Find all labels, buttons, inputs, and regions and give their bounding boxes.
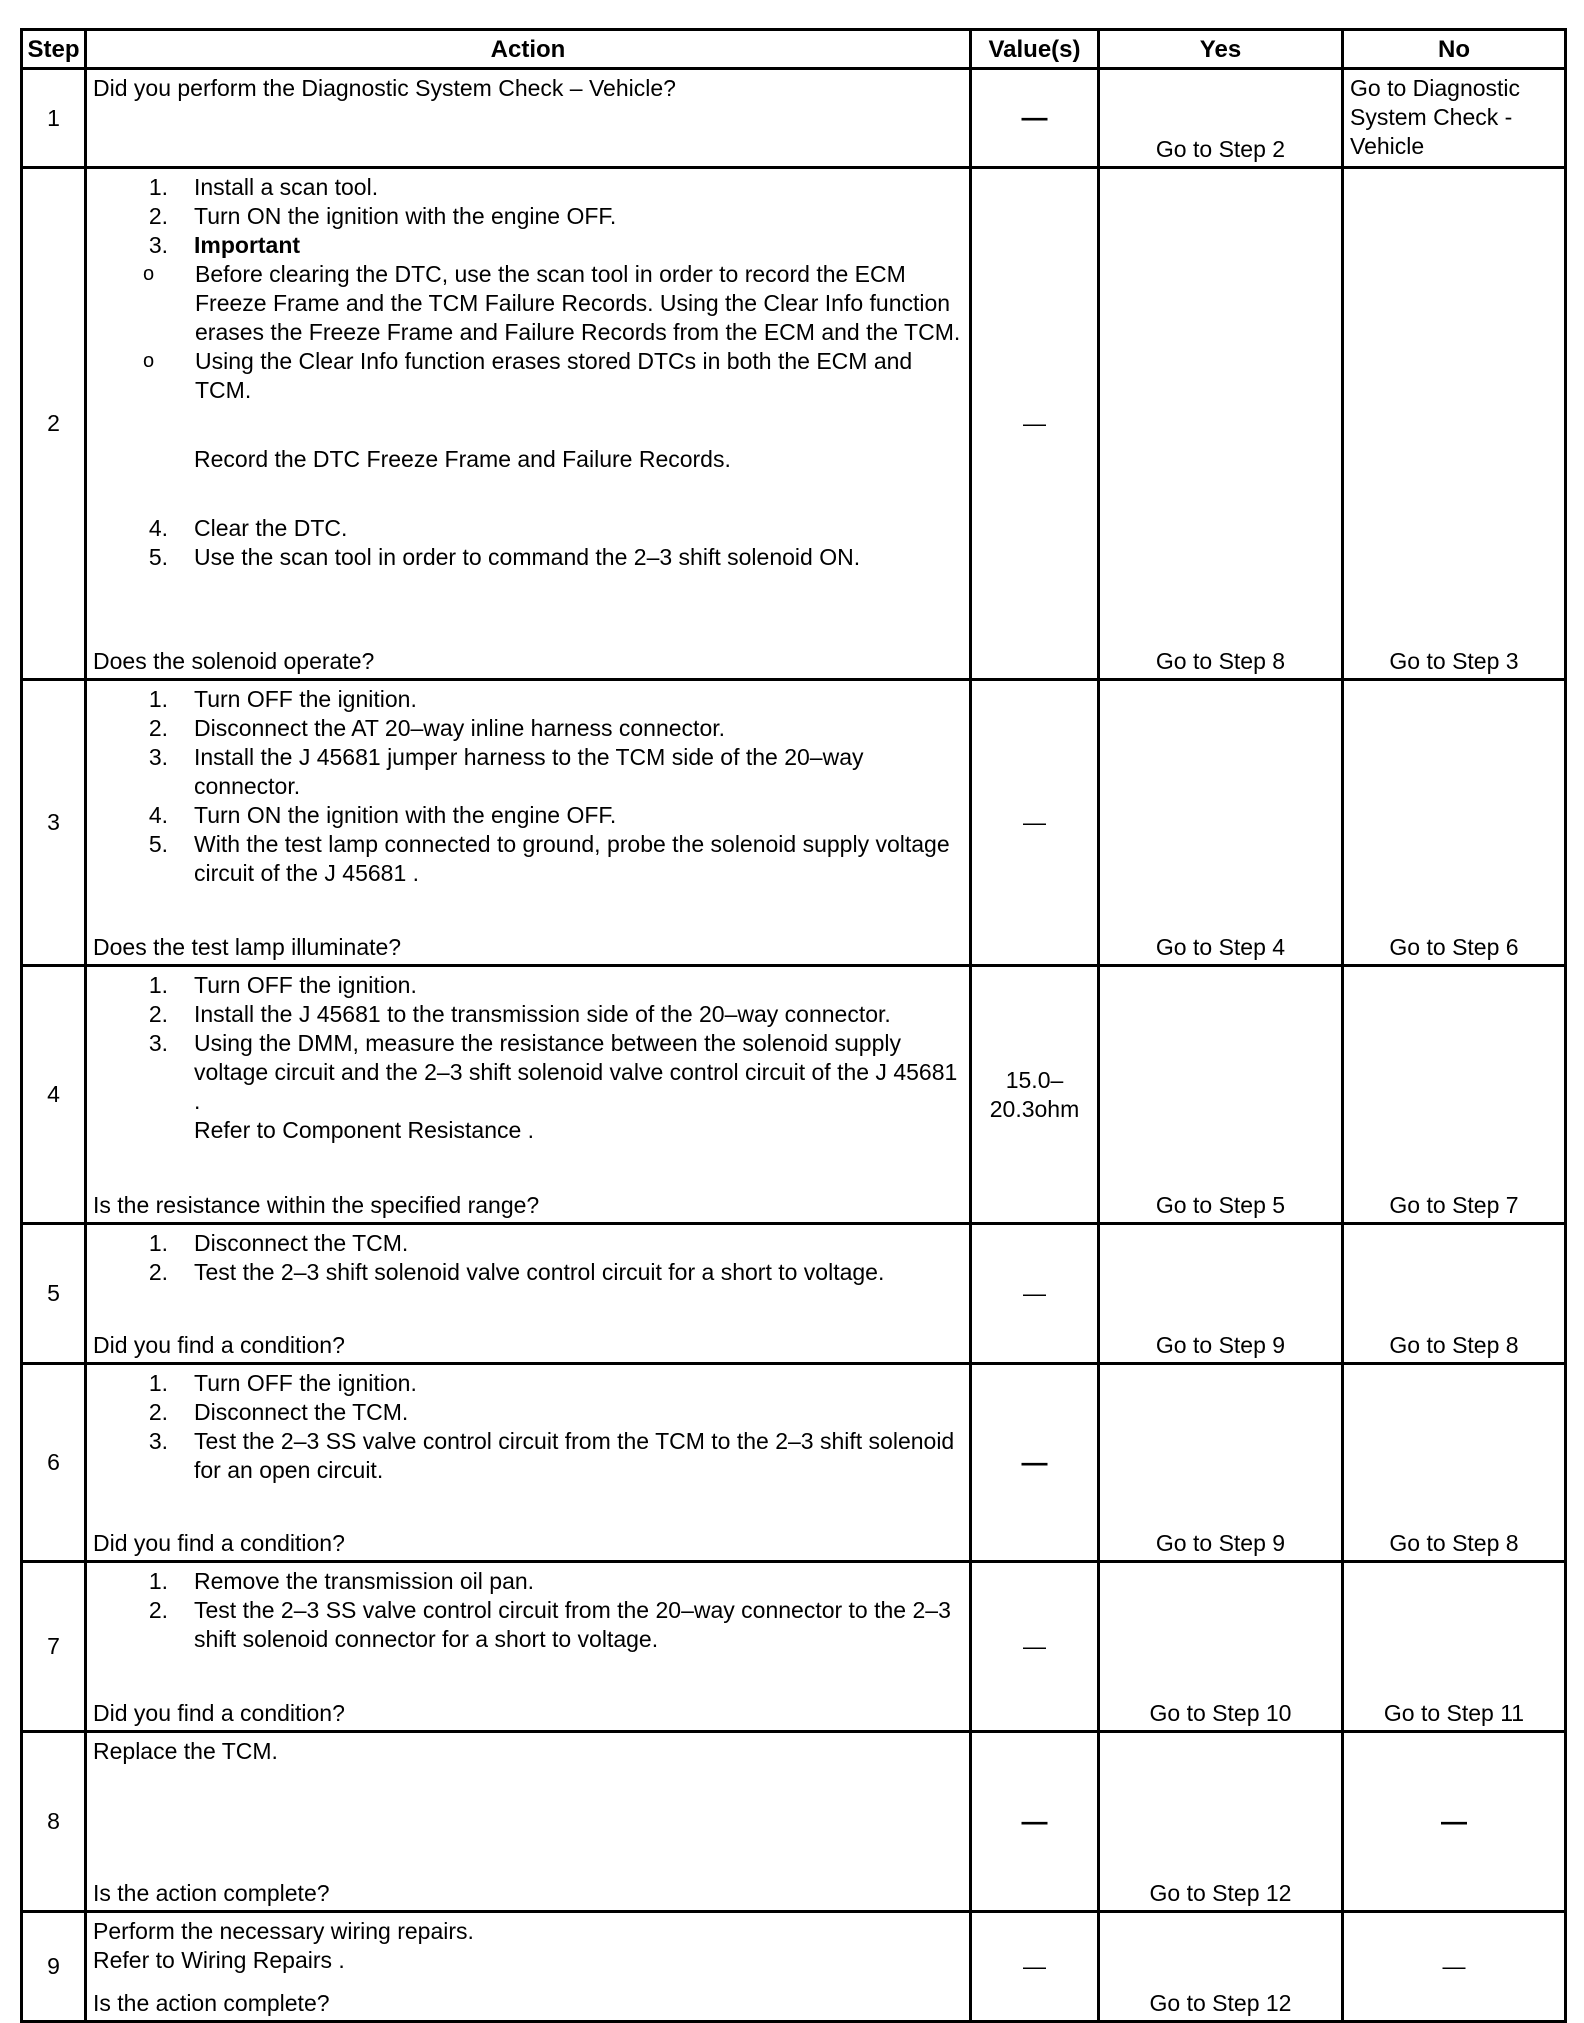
value-cell — [971, 1732, 1099, 1912]
action-list — [93, 1369, 963, 1485]
no-link[interactable]: Go to Step 3 — [1389, 648, 1519, 674]
yes-cell — [1099, 680, 1343, 966]
value-text: 15.0–20.3ohm — [989, 1066, 1080, 1122]
yes-link[interactable]: Go to Step 2 — [1155, 136, 1286, 162]
no-cell — [1343, 168, 1566, 680]
diagnostic-table — [20, 28, 1567, 2023]
action-cell — [86, 1732, 971, 1912]
list-item: 1 . Turn OFF the ignition. — [194, 971, 963, 1000]
value-text: — — [1023, 1280, 1046, 1306]
no-cell — [1343, 1732, 1566, 1912]
circle-bullet-icon: o — [143, 263, 155, 285]
list-item: 1 . Turn OFF the ignition. — [194, 1369, 963, 1398]
value-text: — — [1023, 809, 1046, 835]
list-item: 3 . Install the J 45681 jumper harness to the TCM side of the 20–way connector. — [194, 743, 963, 801]
yes-cell — [1099, 1912, 1343, 2022]
yes-cell — [1099, 1732, 1343, 1912]
no-cell — [1343, 680, 1566, 966]
yes-link[interactable]: Go to Step 12 — [1149, 1880, 1292, 1906]
question-text: Did you find a condition? — [93, 1700, 345, 1726]
question-text: Is the action complete? — [93, 1880, 330, 1906]
action-cell — [86, 1364, 971, 1562]
value-text: — — [1021, 102, 1048, 132]
list-item: 5 . Use the scan tool in order to command the 2–3 shift solenoid ON. — [194, 543, 963, 572]
list-item: 3 . Using the DMM, measure the resistance between the solenoid supply voltage circuit and the 2–3 shift solenoid valve control circuit of the J 45681 . Refer to Component Resistance . — [194, 1029, 963, 1145]
action-list — [93, 1567, 963, 1654]
table-row-step-4 — [22, 966, 1566, 1224]
yes-cell — [1099, 1364, 1343, 1562]
yes-link[interactable]: Go to Step 8 — [1155, 648, 1286, 674]
list-item: 2 . Disconnect the AT 20–way inline harness connector. — [194, 714, 963, 743]
important-label: Important — [194, 232, 301, 258]
step-number: 6 — [22, 1364, 86, 1562]
yes-cell — [1099, 168, 1343, 680]
step-number: 8 — [22, 1732, 86, 1912]
action-list — [93, 1229, 963, 1287]
step-number: 5 — [22, 1224, 86, 1364]
list-item: 3 . Important o Before clearing the DTC, use the scan tool in order to record the ECM Freeze Frame and the TCM Failure Records. Using the Clear Info function erases the Freeze Frame and Failure Records from the ECM and the TCM. o Using the Clear Info function erases stored DTCs in both the ECM and TCM. — [194, 231, 963, 405]
no-cell — [1343, 1562, 1566, 1732]
no-link[interactable]: Go to Diagnostic System Check - Vehicle — [1350, 75, 1521, 159]
action-cell — [86, 1562, 971, 1732]
yes-link[interactable]: Go to Step 9 — [1155, 1530, 1286, 1556]
table-row-step-2 — [22, 168, 1566, 680]
question-text: Does the solenoid operate? — [93, 648, 375, 674]
value-cell — [971, 69, 1099, 168]
action-list — [93, 685, 963, 888]
list-item: 5 . With the test lamp connected to ground, probe the solenoid supply voltage circuit of the J 45681 . — [194, 830, 963, 888]
bullet-item: o Using the Clear Info function erases stored DTCs in both the ECM and TCM. — [143, 348, 913, 403]
list-item: 4 . Clear the DTC. — [194, 514, 963, 543]
table-row-step-1 — [22, 69, 1566, 168]
list-item: 1 . Install a scan tool. — [194, 173, 963, 202]
list-item: 1 . Remove the transmission oil pan. — [194, 1567, 963, 1596]
yes-cell — [1099, 1562, 1343, 1732]
list-item: 2 . Install the J 45681 to the transmission side of the 20–way connector. — [194, 1000, 963, 1029]
refer-link[interactable]: Refer to Wiring Repairs . — [93, 1947, 345, 1973]
yes-cell — [1099, 69, 1343, 168]
step-number: 1 — [22, 69, 86, 168]
note-text: Record the DTC Freeze Frame and Failure Records. — [194, 446, 731, 472]
action-cell — [86, 69, 971, 168]
no-link[interactable]: Go to Step 8 — [1389, 1332, 1519, 1358]
value-text: — — [1023, 1633, 1046, 1659]
header-row — [22, 30, 1566, 69]
yes-link[interactable]: Go to Step 5 — [1155, 1192, 1286, 1218]
table-row-step-6 — [22, 1364, 1566, 1562]
value-cell — [971, 680, 1099, 966]
header-values: Value(s) — [971, 30, 1099, 69]
list-item: 1 . Turn OFF the ignition. — [194, 685, 963, 714]
value-text: — — [1021, 1805, 1048, 1836]
list-item: 2 . Turn ON the ignition with the engine OFF. — [194, 202, 963, 231]
yes-link[interactable]: Go to Step 4 — [1155, 934, 1286, 960]
refer-link[interactable]: Refer to Component Resistance . — [194, 1117, 535, 1143]
yes-link[interactable]: Go to Step 9 — [1155, 1332, 1286, 1358]
step-number: 2 — [22, 168, 86, 680]
table-row-step-7 — [22, 1562, 1566, 1732]
value-text: — — [1023, 1953, 1046, 1979]
value-cell — [971, 1224, 1099, 1364]
table-row-step-5 — [22, 1224, 1566, 1364]
bullet-item: o Before clearing the DTC, use the scan tool in order to record the ECM Freeze Frame and the TCM Failure Records. Using the Clear Info function erases the Freeze Frame and Failure Records from the ECM and the TCM. — [143, 261, 961, 345]
action-cell — [86, 1224, 971, 1364]
action-text: Replace the TCM. — [93, 1738, 278, 1764]
header-action: Action — [86, 30, 971, 69]
no-link[interactable]: Go to Step 8 — [1389, 1530, 1519, 1556]
list-item: 2 . Test the 2–3 shift solenoid valve control circuit for a short to voltage. — [194, 1258, 963, 1287]
action-cell — [86, 966, 971, 1224]
value-text: — — [1023, 410, 1046, 436]
no-cell — [1343, 1364, 1566, 1562]
action-list-continued — [93, 514, 963, 572]
action-list — [93, 173, 963, 405]
no-cell — [1343, 1912, 1566, 2022]
step-number: 7 — [22, 1562, 86, 1732]
yes-link[interactable]: Go to Step 12 — [1149, 1990, 1292, 2016]
yes-link[interactable]: Go to Step 10 — [1149, 1700, 1292, 1726]
no-cell — [1343, 1224, 1566, 1364]
yes-cell — [1099, 966, 1343, 1224]
no-text: — — [1441, 1805, 1467, 1836]
list-item: 1 . Disconnect the TCM. — [194, 1229, 963, 1258]
header-no: No — [1343, 30, 1566, 69]
value-text: — — [1021, 1446, 1048, 1477]
step-number: 3 — [22, 680, 86, 966]
question-text: Does the test lamp illuminate? — [93, 934, 402, 960]
header-yes: Yes — [1099, 30, 1343, 69]
action-cell — [86, 1912, 971, 2022]
question-text: Did you find a condition? — [93, 1530, 345, 1556]
value-cell — [971, 1912, 1099, 2022]
question-text: Is the resistance within the specified range? — [93, 1192, 540, 1218]
header-step: Step — [22, 30, 86, 69]
table-row-step-3 — [22, 680, 1566, 966]
value-cell — [971, 1562, 1099, 1732]
value-cell — [971, 1364, 1099, 1562]
action-text: Did you perform the Diagnostic System Check – Vehicle? — [93, 75, 676, 101]
action-cell — [86, 168, 971, 680]
question-text: Is the action complete? — [93, 1990, 330, 2016]
no-cell — [1343, 69, 1566, 168]
no-cell — [1343, 966, 1566, 1224]
table-row-step-8 — [22, 1732, 1566, 1912]
list-item: 2 . Test the 2–3 SS valve control circuit from the 20–way connector to the 2–3 shift solenoid connector for a short to voltage. — [194, 1596, 963, 1654]
no-link[interactable]: Go to Step 6 — [1389, 934, 1519, 960]
table-row-step-9 — [22, 1912, 1566, 2022]
question-text: Did you find a condition? — [93, 1332, 345, 1358]
list-item: 3 . Test the 2–3 SS valve control circuit from the TCM to the 2–3 shift solenoid for an open circuit. — [194, 1427, 963, 1485]
list-item: 4 . Turn ON the ignition with the engine OFF. — [194, 801, 963, 830]
important-bullets — [93, 260, 963, 405]
circle-bullet-icon: o — [143, 350, 155, 372]
no-link[interactable]: Go to Step 7 — [1389, 1192, 1519, 1218]
no-link[interactable]: Go to Step 11 — [1383, 1700, 1525, 1726]
action-list — [93, 971, 963, 1145]
yes-cell — [1099, 1224, 1343, 1364]
step-number: 4 — [22, 966, 86, 1224]
action-text: Perform the necessary wiring repairs. — [93, 1918, 474, 1944]
list-item: 2 . Disconnect the TCM. — [194, 1398, 963, 1427]
step-number: 9 — [22, 1912, 86, 2022]
value-cell — [971, 168, 1099, 680]
no-text: — — [1442, 1953, 1466, 1979]
value-cell — [971, 966, 1099, 1224]
action-cell — [86, 680, 971, 966]
